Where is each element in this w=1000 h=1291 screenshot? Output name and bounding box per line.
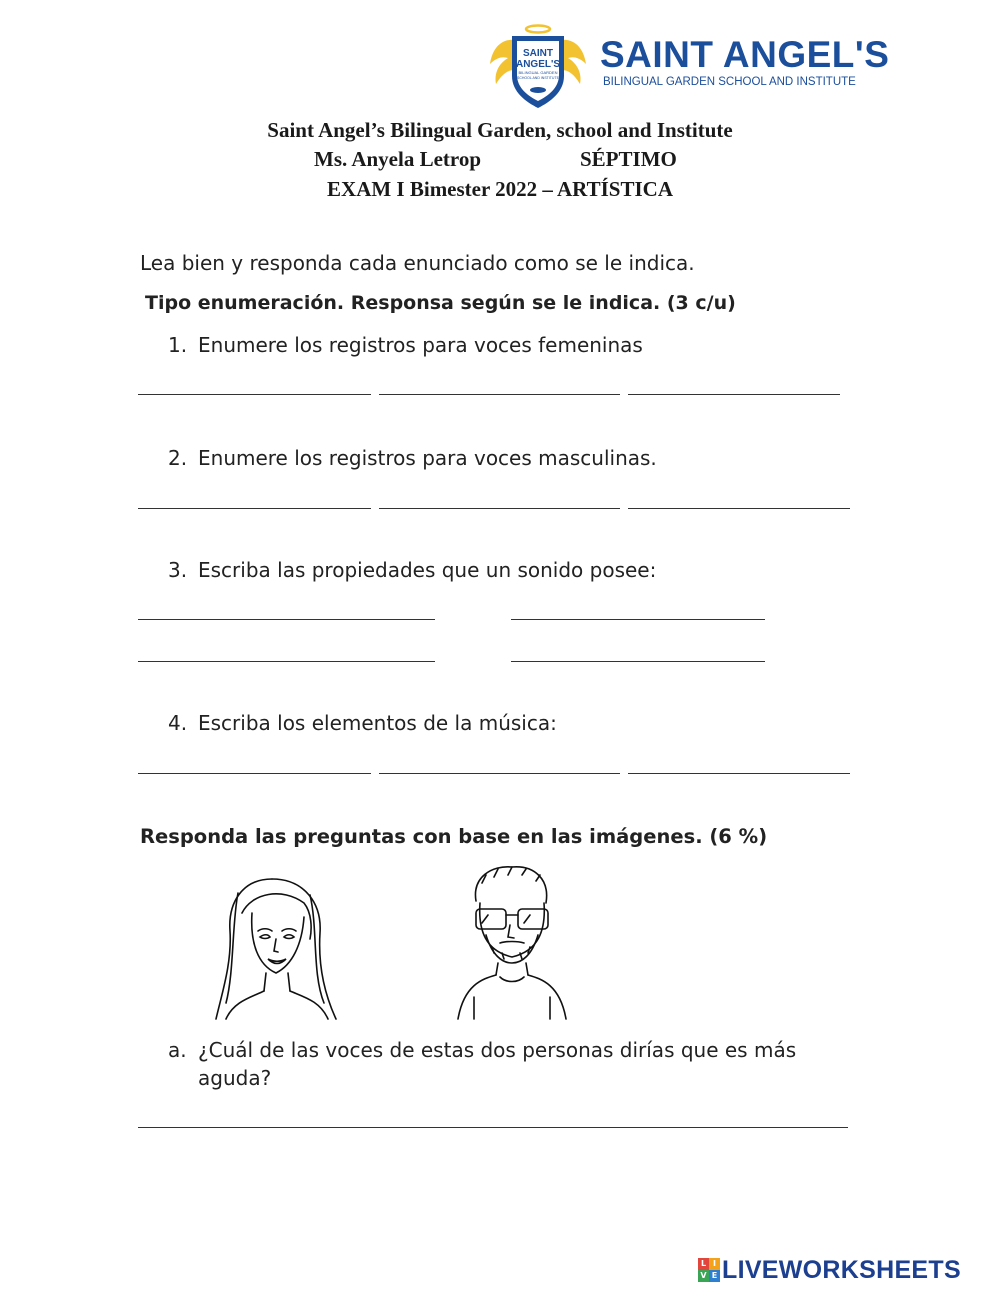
answer-2b-line[interactable] (379, 508, 620, 509)
question-a-line2: aguda? (198, 1066, 272, 1090)
question-a-number: a. (168, 1038, 187, 1062)
answer-2c-line[interactable] (628, 508, 850, 509)
woman-portrait-illustration (212, 873, 342, 1023)
liveworksheets-brand: LIVEWORKSHEETS (722, 1256, 961, 1284)
liveworksheets-logo (698, 1256, 998, 1286)
answer-4a-line[interactable] (138, 773, 371, 774)
shield-text-angels: ANGEL'S (515, 59, 561, 70)
question-3-number: 3. (168, 558, 188, 582)
side-letter-l: L (698, 1258, 709, 1270)
instructions: Lea bien y responda cada enunciado como se le indica. (140, 251, 695, 275)
question-1-number: 1. (168, 333, 188, 357)
grade-label: SÉPTIMO (580, 147, 677, 171)
question-2-number: 2. (168, 446, 188, 470)
shield-text-saint: SAINT (523, 48, 553, 59)
shield-text-school: SCHOOL AND INSTITUTE (517, 76, 559, 80)
shield-emblem-icon (488, 20, 588, 110)
answer-1b-line[interactable] (379, 394, 620, 395)
answer-2a-line[interactable] (138, 508, 371, 509)
answer-3b-line[interactable] (511, 619, 765, 620)
liveworksheets-side-icon (698, 1258, 720, 1282)
answer-3c-line[interactable] (138, 661, 435, 662)
question-1-text: Enumere los registros para voces femeninas (198, 333, 643, 357)
answer-4c-line[interactable] (628, 773, 850, 774)
exam-title: EXAM I Bimester 2022 – ARTÍSTICA (327, 177, 673, 201)
side-letter-e: E (709, 1270, 720, 1282)
question-a-line1: ¿Cuál de las voces de estas dos personas dirías que es más (198, 1038, 797, 1062)
answer-3d-line[interactable] (511, 661, 765, 662)
side-letter-i: I (709, 1258, 720, 1270)
school-logo (488, 20, 890, 110)
answer-1c-line[interactable] (628, 394, 840, 395)
brand-name: SAINT ANGEL'S (600, 34, 890, 75)
answer-4b-line[interactable] (379, 773, 620, 774)
question-2-text: Enumere los registros para voces masculinas. (198, 446, 657, 470)
question-4-number: 4. (168, 711, 188, 735)
section1-title: Tipo enumeración. Responsa según se le indica. (3 c/u) (145, 292, 736, 314)
side-letter-v: V (698, 1270, 709, 1282)
question-3-text: Escriba las propiedades que un sonido posee: (198, 558, 657, 582)
section2-title: Responda las preguntas con base en las imágenes. (6 %) (140, 825, 768, 848)
answer-a-line[interactable] (138, 1127, 848, 1128)
question-4-text: Escriba los elementos de la música: (198, 711, 557, 735)
man-portrait-illustration (452, 863, 572, 1023)
answer-3a-line[interactable] (138, 619, 435, 620)
shield-text-bilingual: BILINGUAL GARDEN (518, 70, 558, 75)
teacher-name: Ms. Anyela Letrop (314, 147, 482, 171)
brand-subtitle: BILINGUAL GARDEN SCHOOL AND INSTITUTE (603, 76, 856, 88)
school-name: Saint Angel’s Bilingual Garden, school and Institute (267, 118, 733, 142)
answer-1a-line[interactable] (138, 394, 371, 395)
